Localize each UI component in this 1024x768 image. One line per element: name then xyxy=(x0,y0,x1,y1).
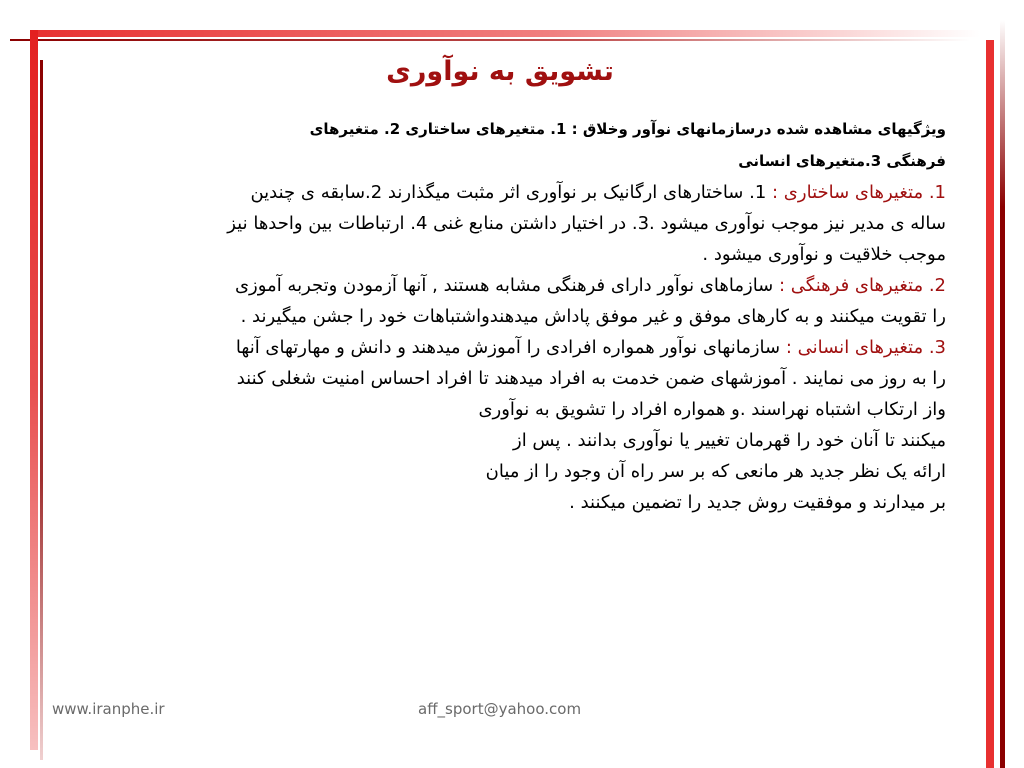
footer-email: aff_sport@yahoo.com xyxy=(418,700,582,718)
intro-line-1: ویژگیهای مشاهده شده درسازمانهای نوآور وخلاق : 1. متغیرهای ساختاری 2. متغیرهای xyxy=(309,120,946,138)
slide-content xyxy=(46,113,946,518)
intro-line-2: فرهنگی 3.متغیرهای انسانی xyxy=(738,152,946,170)
point3-line-6: بر میدارند و موفقیت روش جدید را تضمین میکنند . xyxy=(569,492,946,513)
point3-line-1 xyxy=(46,332,946,363)
point1-heading: 1. متغیرهای ساختاری : xyxy=(772,182,946,203)
point2-line-2: را تقویت میکنند و به کارهای موفق و غیر موفق پاداش میدهندواشتباهات خود را جشن میگیرند . xyxy=(240,306,946,327)
footer-website: www.iranphe.ir xyxy=(52,700,165,718)
left-dark-line xyxy=(40,60,43,760)
slide-title: تشویق به نوآوری xyxy=(386,56,614,87)
point1-line-2: ساله ی مدیر نیز موجب نوآوری میشود .3. در اختیار داشتن منابع غنی 4. ارتباطات بین واحدها نیز xyxy=(227,213,946,234)
point2-heading: 2. متغیرهای فرهنگی : xyxy=(779,275,946,296)
point1-line-3: موجب خلاقیت و نوآوری میشود . xyxy=(702,244,946,265)
point1-text-1: 1. ساختارهای ارگانیک بر نوآوری اثر مثبت میگذارند 2.سابقه ی چندین xyxy=(250,182,767,203)
point1-line-1 xyxy=(46,177,946,208)
point3-text-1: سازمانهای نوآور همواره افرادی را آموزش میدهند و دانش و مهارتهای آنها xyxy=(235,337,781,358)
point3-line-3: واز ارتکاب اشتباه نهراسند .و همواره افراد را تشویق به نوآوری xyxy=(478,399,946,420)
left-red-bar xyxy=(30,30,38,750)
right-dark-line xyxy=(1000,20,1005,768)
point2-text-1: سازماهای نوآور دارای فرهنگی مشابه هستند , آنها آزمودن وتجربه آموزی xyxy=(234,275,774,296)
point3-line-5: ارائه یک نظر جدید هر مانعی که بر سر راه آن وجود را از میان xyxy=(485,461,946,482)
top-red-bar xyxy=(30,30,980,37)
right-red-bar xyxy=(986,40,994,768)
top-dark-line xyxy=(10,39,970,41)
point3-line-4: میکنند تا آنان خود را قهرمان تغییر یا نوآوری بدانند . پس از xyxy=(513,430,946,451)
point3-heading: 3. متغیرهای انسانی : xyxy=(785,337,946,358)
point2-line-1 xyxy=(46,270,946,301)
point3-line-2: را به روز می نمایند . آموزشهای ضمن خدمت به افراد میدهند تا افراد احساس امنیت شغلی کنند xyxy=(236,368,946,389)
